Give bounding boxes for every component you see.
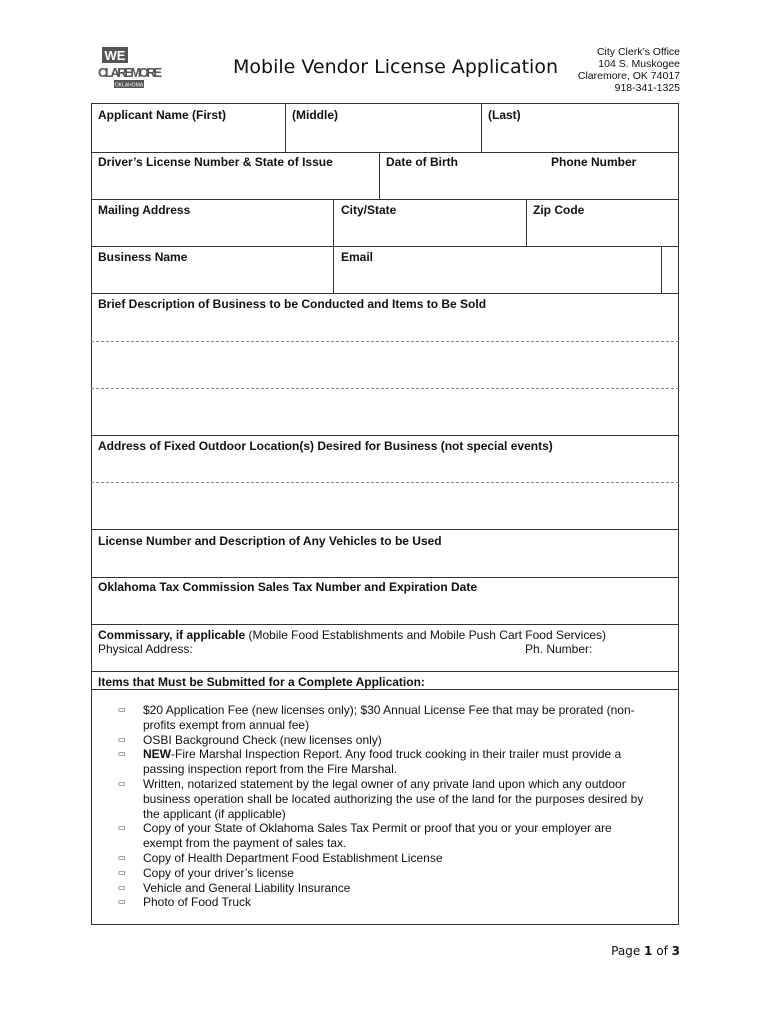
- label-physical-address: Physical Address:: [98, 642, 193, 656]
- label-vehicles: License Number and Description of Any Vehicles to be Used: [98, 534, 442, 548]
- list-item: ▭ Copy of your State of Oklahoma Sales Tax Permit or proof that you or your employer are exempt from the payment of sales tax.: [118, 821, 612, 851]
- list-item: ▭ $20 Application Fee (new licenses only); $30 Annual License Fee that may be prorated (non- profits exempt from annual fee): [118, 703, 635, 732]
- office-line-4: 918-341-1325: [614, 82, 680, 94]
- required-items-list: [96, 703, 676, 910]
- list-item: ▭ OSBI Background Check (new licenses only): [118, 732, 382, 747]
- label-business-description: Brief Description of Business to be Conducted and Items to Be Sold: [98, 297, 487, 311]
- list-item: ▭ Written, notarized statement by the legal owner of any private land upon which any outdoor business operation shall be located authorizing the use of the land for the purposes desired by the applicant (if applicable): [118, 776, 644, 821]
- label-fixed-location: Address of Fixed Outdoor Location(s) Desired for Business (not special events): [98, 439, 553, 453]
- label-sales-tax: Oklahoma Tax Commission Sales Tax Number and Expiration Date: [98, 580, 477, 594]
- list-item: ▭ Photo of Food Truck: [118, 895, 252, 910]
- col-divider: [661, 246, 662, 293]
- checkbox-icon: ▭: [118, 867, 126, 877]
- label-zip-code: Zip Code: [533, 203, 585, 217]
- col-divider: [379, 152, 380, 199]
- col-divider: [526, 199, 527, 246]
- checkbox-icon: ▭: [118, 749, 126, 759]
- col-divider: [285, 103, 286, 152]
- row-divider: [91, 388, 679, 389]
- row-divider: [91, 246, 679, 247]
- col-divider: [481, 103, 482, 152]
- label-first-name: Applicant Name (First): [98, 108, 227, 122]
- list-item: ▭ Copy of Health Department Food Establishment License: [118, 850, 443, 865]
- logo-text-we: WE: [104, 48, 126, 63]
- row-divider: [91, 482, 679, 483]
- logo-text-claremore: CLAREMORE: [98, 65, 162, 80]
- row-divider: [91, 529, 679, 530]
- label-email: Email: [341, 250, 374, 264]
- label-business-name: Business Name: [98, 250, 188, 264]
- label-phone-number: Phone Number: [551, 155, 637, 169]
- row-divider: [91, 199, 679, 200]
- office-line-3: Claremore, OK 74017: [577, 70, 680, 82]
- checkbox-icon: ▭: [118, 897, 126, 907]
- checkbox-icon: ▭: [118, 778, 126, 788]
- row-divider: [91, 671, 679, 672]
- list-item: ▭ Vehicle and General Liability Insurance: [118, 880, 351, 895]
- commissary-note: (Mobile Food Establishments and Mobile Push Cart Food Services): [245, 628, 606, 642]
- checkbox-icon: ▭: [118, 734, 126, 744]
- logo-text-oklahoma: OKLAHOMA: [114, 82, 144, 89]
- office-address: [578, 46, 680, 94]
- row-divider: [91, 689, 679, 690]
- label-drivers-license: Driver’s License Number & State of Issue: [98, 155, 333, 169]
- page-number: Page 1 of 3: [611, 944, 680, 958]
- label-mailing-address: Mailing Address: [98, 203, 191, 217]
- checkbox-icon: ▭: [118, 882, 126, 892]
- label-ph-number: Ph. Number:: [525, 642, 593, 656]
- list-item: ▭ Copy of your driver’s license: [118, 865, 294, 880]
- label-last-name: (Last): [488, 108, 521, 122]
- label-middle-name: (Middle): [292, 108, 338, 122]
- col-divider: [333, 199, 334, 293]
- checkbox-icon: ▭: [118, 852, 126, 862]
- checkbox-icon: ▭: [118, 823, 126, 833]
- page-title: Mobile Vendor License Application: [233, 56, 558, 78]
- checkbox-icon: ▭: [118, 705, 126, 714]
- row-divider: [91, 341, 679, 342]
- items-heading: Items that Must be Submitted for a Complete Application:: [98, 675, 425, 689]
- office-line-2: 104 S. Muskogee: [598, 58, 680, 70]
- label-commissary: [98, 628, 606, 642]
- list-item: ▭ NEW-Fire Marshal Inspection Report. Any food truck cooking in their trailer must provide a passing inspection report from the Fire Marshal.: [118, 747, 622, 777]
- row-divider: [91, 577, 679, 578]
- label-date-of-birth: Date of Birth: [386, 155, 458, 169]
- row-divider: [91, 293, 679, 294]
- claremore-logo: [96, 44, 164, 90]
- label-city-state: City/State: [341, 203, 397, 217]
- row-divider: [91, 152, 679, 153]
- row-divider: [91, 435, 679, 436]
- commissary-bold: Commissary, if applicable: [98, 628, 246, 642]
- office-line-1: City Clerk’s Office: [596, 46, 680, 58]
- row-divider: [91, 624, 679, 625]
